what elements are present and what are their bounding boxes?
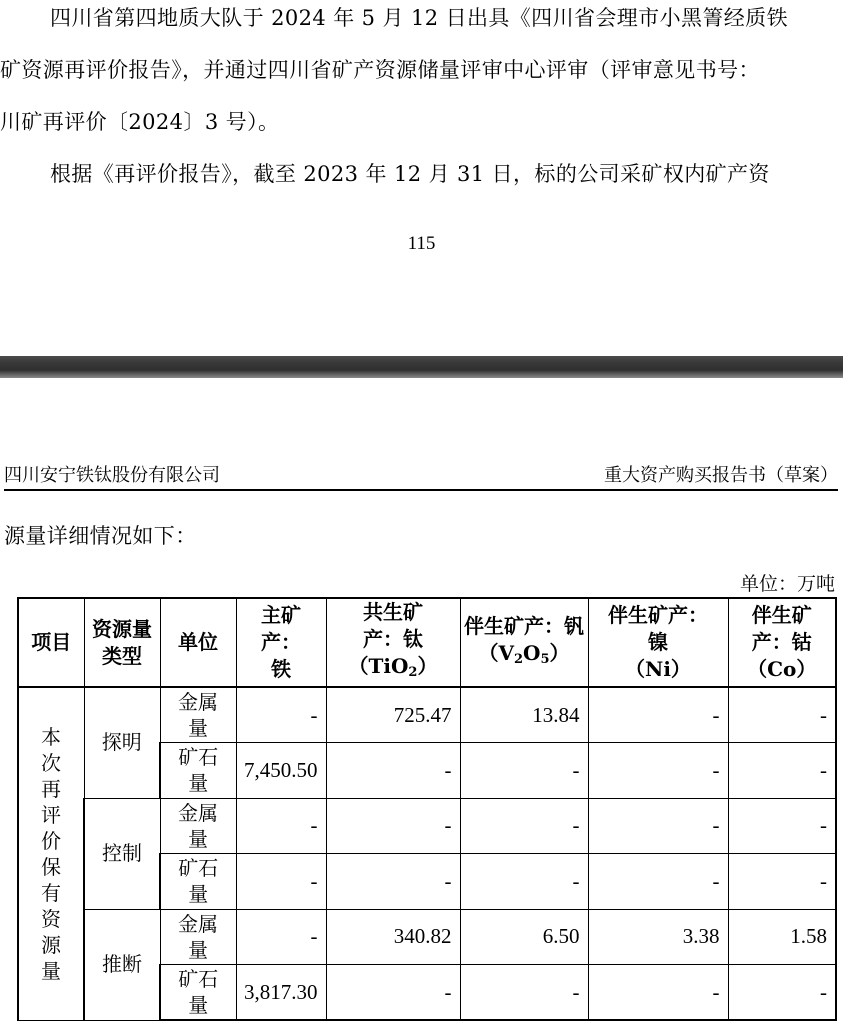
document-title: 重大资产购买报告书（草案） [604,465,838,486]
vanadium-value: - [460,798,588,854]
titanium-value: - [326,965,460,1021]
cobalt-value: 1.58 [728,909,836,965]
page-number: 115 [407,233,436,254]
iron-value: - [236,854,326,910]
header-vanadium-formula: $(V_2O_5)$ [478,640,570,667]
unit-cell: 矿石量 [160,965,236,1021]
cobalt-value: - [728,798,836,854]
header-unit: 单位 [160,598,236,687]
header-titanium-formula: （TiO$_2$） [348,654,438,680]
vanadium-value: - [460,965,588,1021]
header-nickel [588,598,728,687]
table-row [18,909,836,965]
header-cobalt-label: 伴生矿产：钴 [751,603,812,654]
unit-cell: 金属量 [160,909,236,965]
intro-line: 川矿再评价〔2024〕3 号）。 [0,110,280,134]
header-vanadium-label: 伴生矿产：钒 [464,613,584,638]
header-nickel-formula: （Ni） [625,657,691,681]
unit-cell: 矿石量 [160,854,236,910]
iron-value: - [236,798,326,854]
cobalt-value: - [728,743,836,799]
vanadium-value: 13.84 [460,687,588,743]
nickel-value: 3.38 [588,909,728,965]
iron-value: 7,450.50 [236,743,326,799]
titanium-value: 725.47 [326,687,460,743]
category-inferred: 推断 [84,909,160,1020]
vanadium-value: - [460,854,588,910]
continued-text: 源量详细情况如下： [4,524,197,548]
category-indicated: 控制 [84,798,160,909]
page-separator [0,356,843,378]
header-vanadium [460,598,588,687]
unit-cell: 金属量 [160,687,236,743]
group-label: 本次再评价保有资源量 [18,687,84,1020]
header-main-iron: 主矿产：铁 [236,598,326,687]
report-paragraph: 根据《再评价报告》，截至 2023 年 12 月 31 日，标的公司采矿权内矿产资 [50,162,770,186]
titanium-value: - [326,743,460,799]
table-row [18,687,836,743]
cobalt-value: - [728,687,836,743]
intro-line: 四川省第四地质大队于 2024 年 5 月 12 日出具《四川省会理市小黑箐经质铁 [50,6,788,30]
nickel-value: - [588,743,728,799]
iron-value: - [236,909,326,965]
intro-line: 矿资源再评价报告》，并通过四川省矿产资源储量评审中心评审（评审意见书号： [0,58,760,82]
cobalt-value: - [728,854,836,910]
header-resource-type: 资源量类型 [84,598,160,687]
nickel-value: - [588,854,728,910]
vanadium-value: 6.50 [460,909,588,965]
titanium-value: - [326,854,460,910]
resource-table [17,597,837,1021]
iron-value: - [236,687,326,743]
unit-cell: 矿石量 [160,743,236,799]
table-row [18,798,836,854]
category-measured: 探明 [84,687,160,798]
vanadium-value: - [460,743,588,799]
unit-cell: 金属量 [160,798,236,854]
page-header [4,463,838,491]
unit-label: 单位：万吨 [739,573,835,595]
header-nickel-label: 伴生矿产：镍 [608,603,708,654]
header-titanium-label: 共生矿产：钛 [363,600,423,651]
header-titanium [326,598,460,687]
header-cobalt-formula: （Co） [747,657,817,681]
nickel-value: - [588,965,728,1021]
iron-value: 3,817.30 [236,965,326,1021]
company-name: 四川安宁铁钛股份有限公司 [4,465,220,486]
nickel-value: - [588,798,728,854]
header-cobalt [728,598,836,687]
titanium-value: 340.82 [326,909,460,965]
cobalt-value: - [728,965,836,1021]
intro-paragraph [0,0,843,148]
titanium-value: - [326,798,460,854]
header-item: 项目 [18,598,84,687]
nickel-value: - [588,687,728,743]
